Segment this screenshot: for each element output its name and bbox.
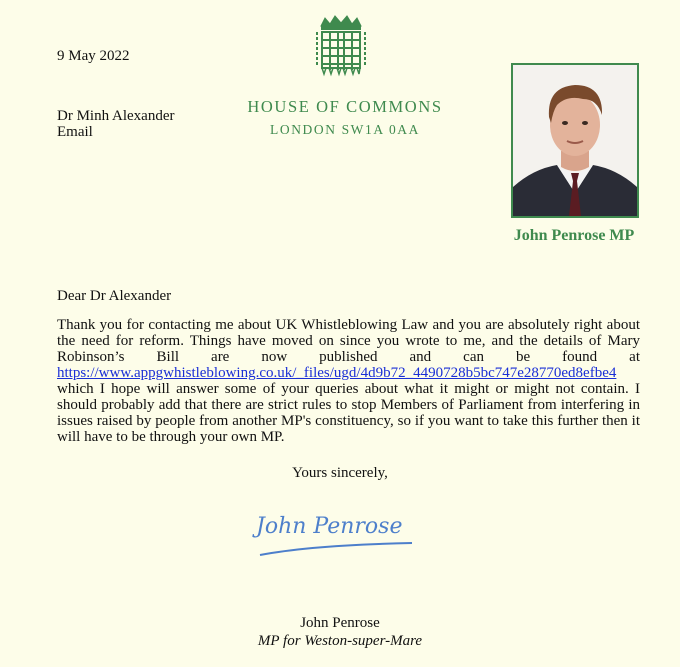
recipient-name: Dr Minh Alexander	[57, 108, 175, 124]
letter-date: 9 May 2022	[57, 48, 130, 64]
portcullis-icon	[313, 14, 369, 83]
closing: Yours sincerely,	[292, 465, 388, 481]
signature-script: John Penrose	[256, 514, 403, 539]
signer-title: MP for Weston-super-Mare	[257, 633, 423, 649]
handwritten-signature	[252, 505, 422, 570]
mp-photo	[511, 63, 639, 218]
body-paragraph-end: which I hope will answer some of your queries about what it might or might not contain. I should probably add that there are strict rules to stop Members of Parliament from interfering in issues raised by people from another MP's constituency, so if you want to take this further then it will have to be through your own MP.	[57, 381, 640, 445]
signer-name: John Penrose	[300, 615, 380, 631]
mp-name-caption: John Penrose MP	[513, 227, 635, 244]
bill-details-link[interactable]: https://www.appgwhistleblowing.co.uk/_files/ugd/4d9b72_4490728b5bc747e28770ed8efbe4	[57, 365, 617, 381]
salutation: Dear Dr Alexander	[57, 288, 172, 304]
letterhead-title: HOUSE OF COMMONS	[247, 97, 443, 116]
letter-body	[57, 317, 640, 445]
body-paragraph-start: Thank you for contacting me about UK Whistleblowing Law and you are absolutely right about the need for reform. Things have moved on since you wrote to me, and the details of Mary Robinson’s Bill are now published and can be found at	[57, 317, 640, 365]
recipient-method: Email	[57, 124, 93, 140]
recipient-block	[57, 108, 174, 140]
letterhead-address: LONDON SW1A 0AA	[270, 122, 420, 137]
